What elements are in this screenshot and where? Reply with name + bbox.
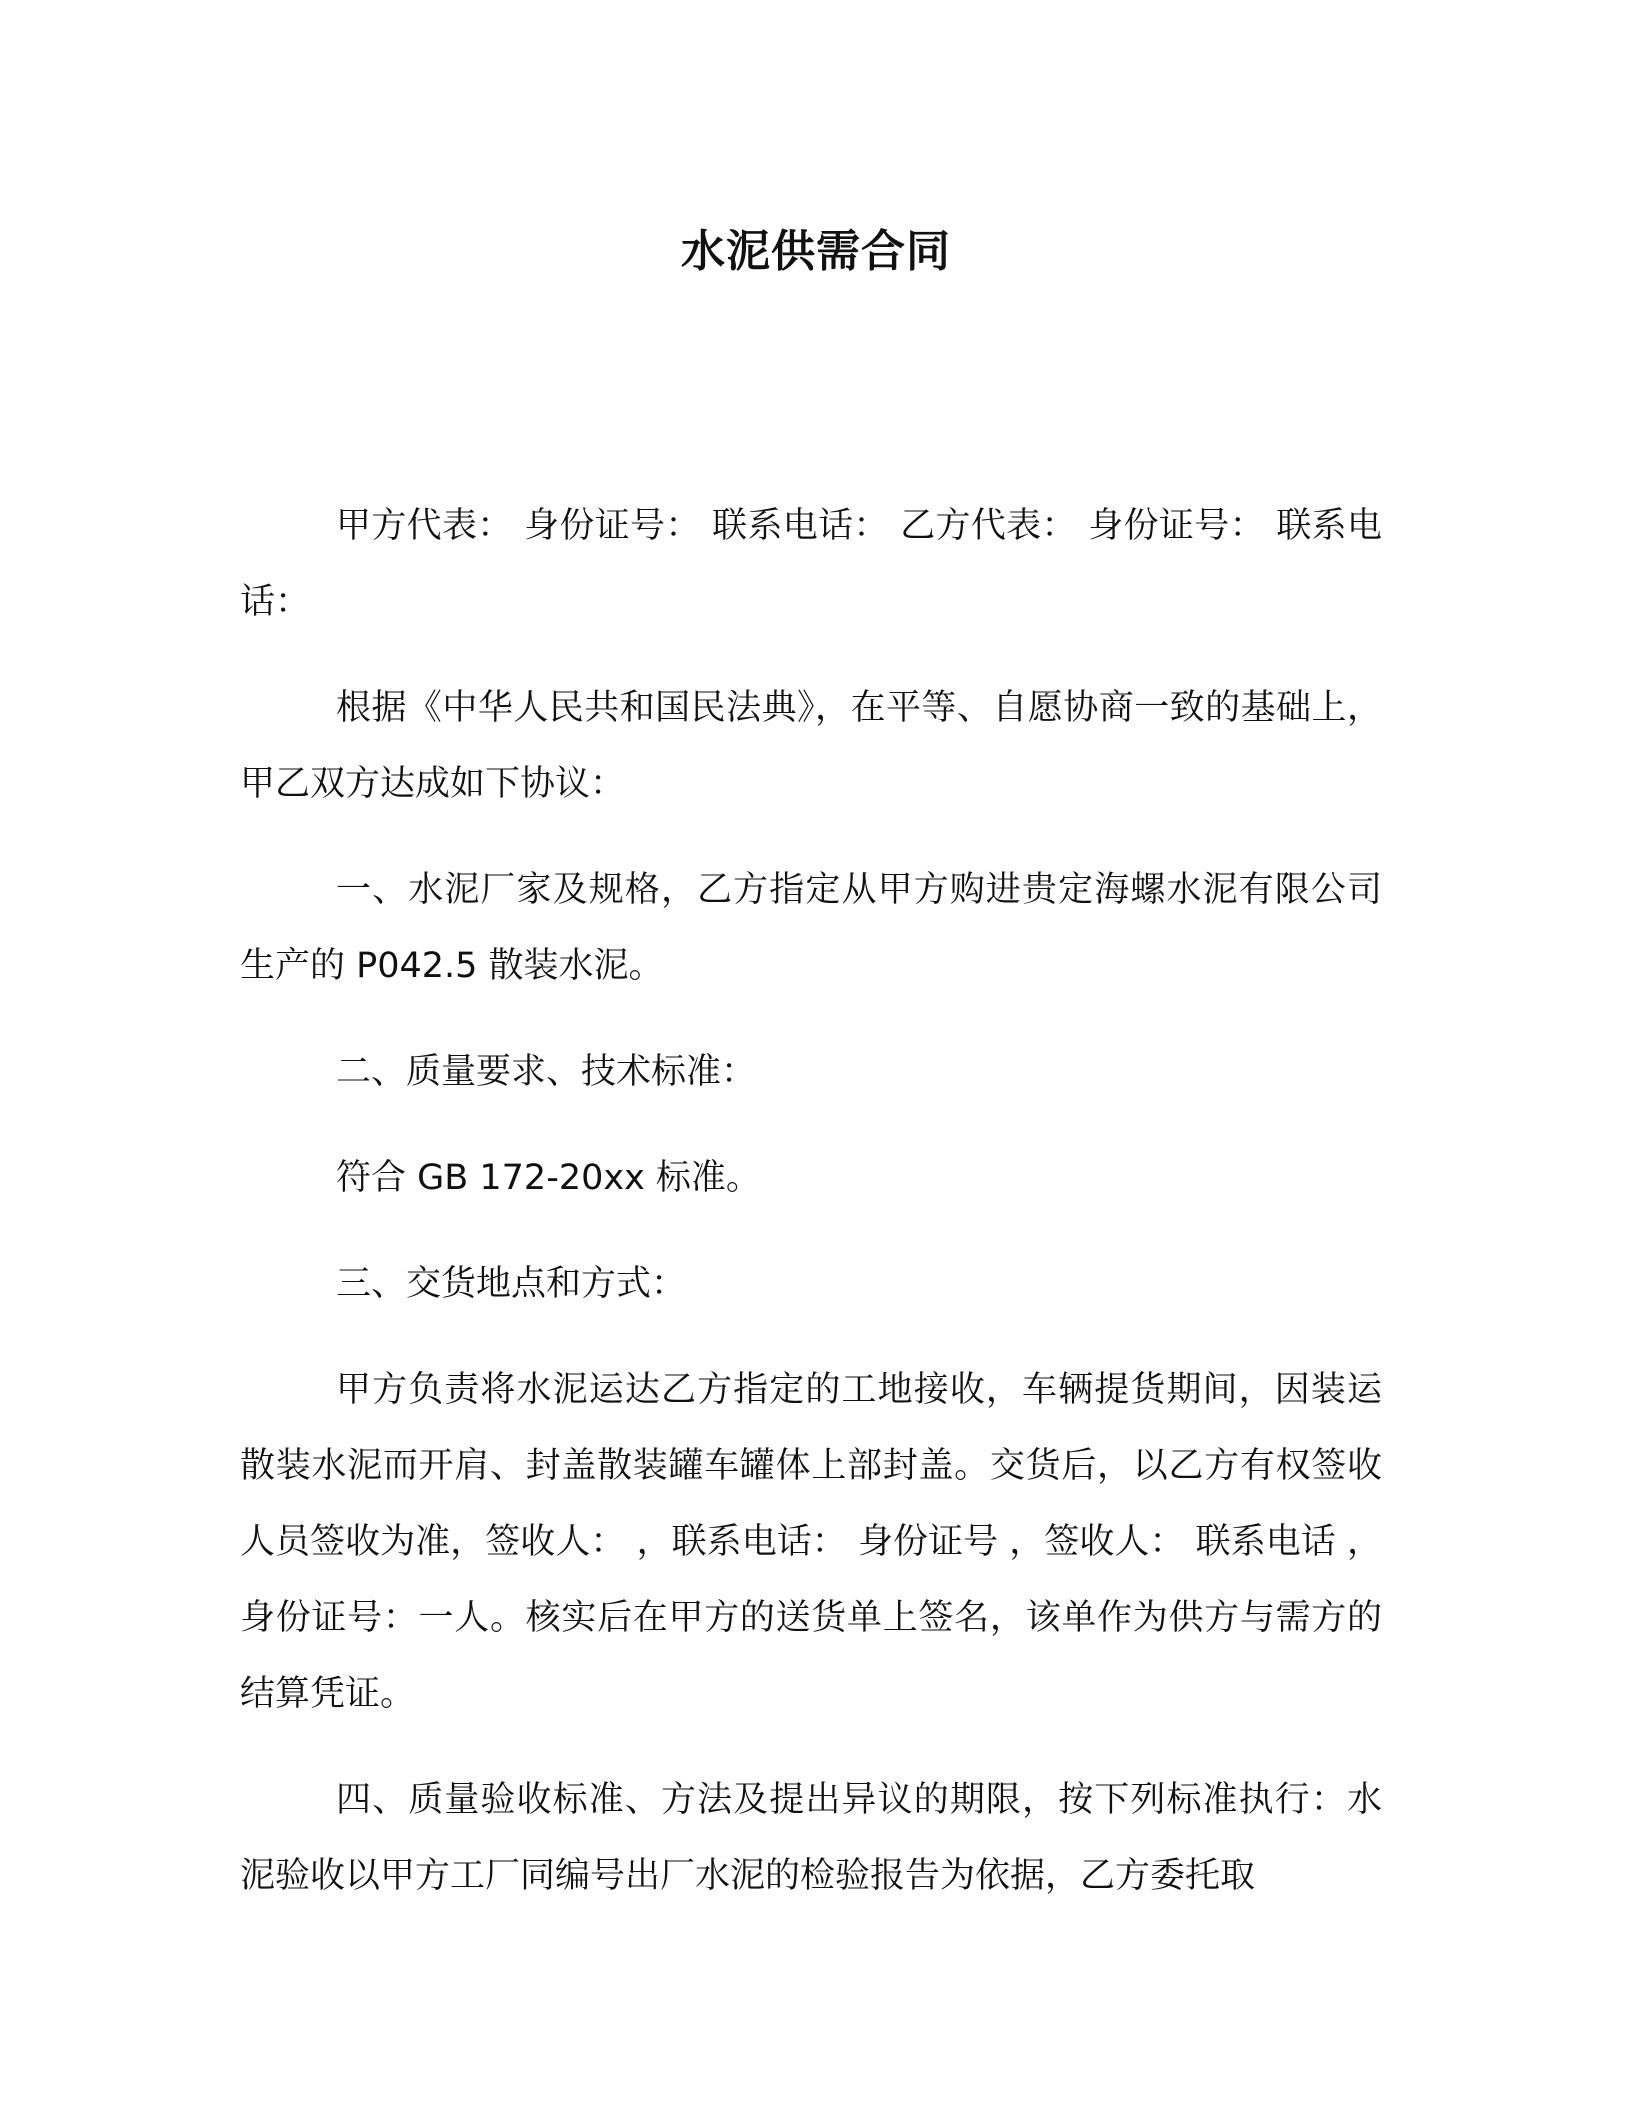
clause-3-heading: 三、交货地点和方式： — [336, 1264, 687, 1304]
clause-1-paragraph: 一、水泥厂家及规格，乙方指定从甲方购进贵定海螺水泥有限公司生产的 P042.5 散装水泥。 — [240, 870, 1382, 986]
document-body — [240, 488, 1382, 1914]
preamble-paragraph: 根据《中华人民共和国民法典》，在平等、自愿协商一致的基础上，甲乙双方达成如下协议： — [240, 688, 1382, 804]
clause-3-paragraph: 甲方负责将水泥运达乙方指定的工地接收，车辆提货期间，因装运散装水泥而开肩、封盖散装罐车罐体上部封盖。交货后，以乙方有权签收人员签收为准，签收人： ，联系电话： 身份证号 ，签收人： 联系电话 ，身份证号：一人。核实后在甲方的送货单上签名，该单作为供方与需方的结算凭证。 — [240, 1370, 1382, 1714]
parties-paragraph: 甲方代表： 身份证号： 联系电话： 乙方代表： 身份证号： 联系电话： — [240, 506, 1382, 622]
clause-4-paragraph: 四、质量验收标准、方法及提出异议的期限，按下列标准执行：水泥验收以甲方工厂同编号出厂水泥的检验报告为依据，乙方委托取 — [240, 1780, 1382, 1896]
document-title: 水泥供需合同 — [681, 226, 951, 277]
clause-2-heading: 二、质量要求、技术标准： — [336, 1052, 757, 1092]
clause-2-standard: 符合 GB 172-20xx 标准。 — [336, 1158, 761, 1198]
